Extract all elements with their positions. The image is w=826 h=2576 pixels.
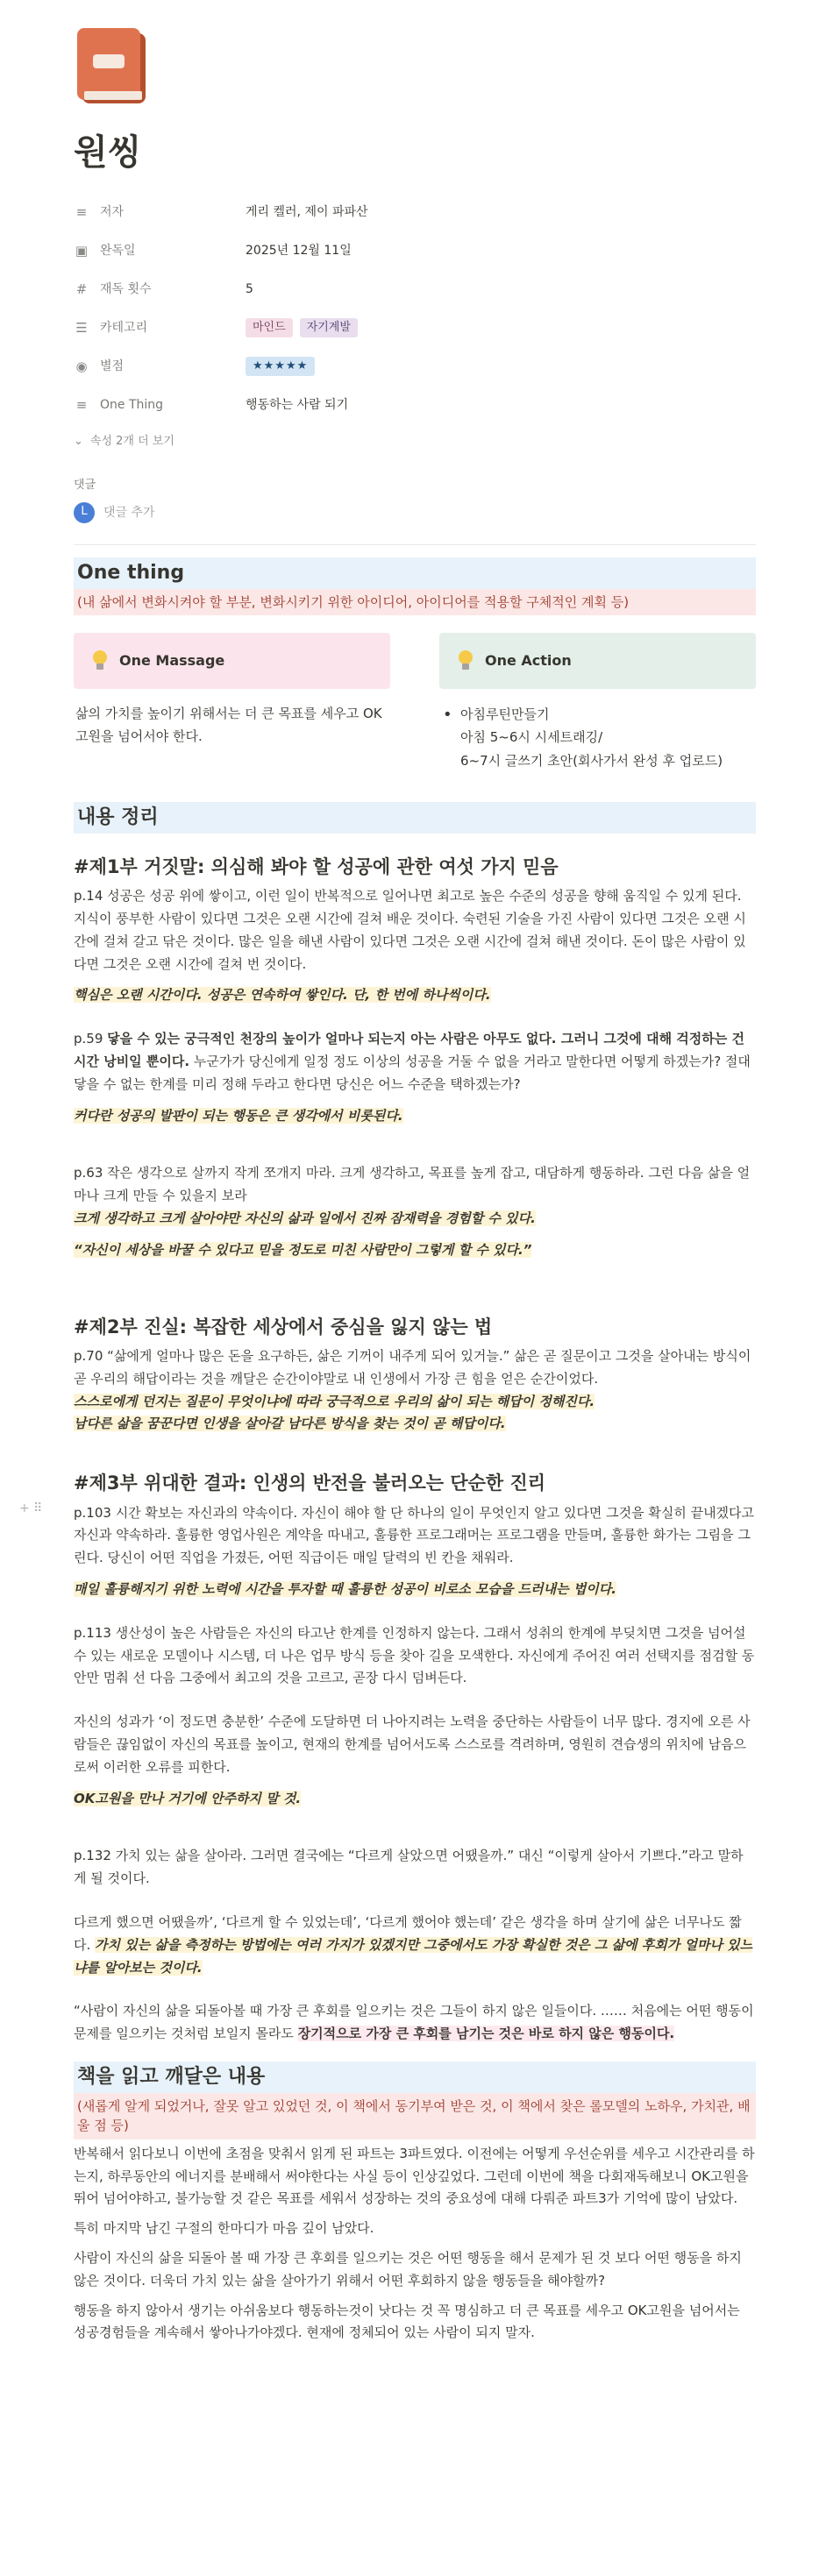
paragraph[interactable] xyxy=(74,1028,756,1096)
highlight-paragraph[interactable] xyxy=(74,1413,756,1436)
show-more-properties[interactable] xyxy=(74,424,756,459)
comments-label: 댓글 xyxy=(74,479,96,492)
prop-count-value[interactable]: 5 xyxy=(246,281,253,296)
paragraph[interactable]: p.113 생산성이 높은 사람들은 자신의 타고난 한계를 인정하지 않는다. 그래서 성취의 한계에 부딪치면 그것을 넘어설 수 있는 새로운 모델이나 시스템, 더 나은 업무 방식 등을 찾아 길을 모색한다. 자신에게 주어진 여러 선택지를 점검할 동안만 멈춰 선 다음 그중에서 최고의 것을 고르고, 곧장 다시 덤벼든다. xyxy=(74,1624,755,1686)
text-lines-icon: ≡ xyxy=(75,397,88,413)
one-thing-heading[interactable]: One thing xyxy=(74,557,756,589)
paragraph-rest: 누군가가 당신에게 일정 정도 이상의 성공을 거둘 수 없을 거라고 말한다면 어떻게 하겠는가? 절대 닿을 수 없는 한계를 미리 정해 두라고 한다면 당신은 어느 수준을 택하겠는가? xyxy=(74,1054,751,1092)
rating-stars[interactable]: ★★★★★ xyxy=(246,357,315,376)
add-comment[interactable] xyxy=(74,502,756,523)
highlight-text: 커다란 성공의 발판이 되는 행동은 큰 생각에서 비롯된다. xyxy=(74,1107,403,1124)
part1-heading[interactable]: #제1부 거짓말: 의심해 봐야 할 성공에 관한 여섯 가지 믿음 xyxy=(74,855,559,877)
paragraph-lead: “사람이 자신의 삶을 되돌아볼 때 가장 큰 후회를 일으키는 것은 그들이 하지 않은 일들이다. …… 처음에는 어떤 행동이 문제를 일으키는 것처럼 보일지 몰라도 xyxy=(74,2003,754,2042)
action-item-text: 아침 5~6시 시세트래깅/ xyxy=(460,729,603,746)
paragraph[interactable]: 반복해서 읽다보니 이번에 초점을 맞춰서 읽게 된 파트는 3파트였다. 이전에는 어떻게 우선순위를 세우고 시간관리를 하는지, 하루동안의 에너지를 분배해서 써야한다는 사실 등이 인상깊었다. 그런데 이번에 책을 다회재독해보니 OK고원을 뛰어 넘어야하고, 불가능할 것 같은 목표를 세워서 성장하는 것의 중요성에 대해 다뤄준 파트3가 기억에 많이 남았다. xyxy=(74,2145,755,2207)
paragraph-lead: 다르게 했으면 어땠을까’, ‘다르게 할 수 있었는데’, ‘다르게 했어야 했는데’ 같은 생각을 하며 살기에 삶은 너무나도 짧다. xyxy=(74,1913,742,1953)
prop-category-value[interactable] xyxy=(246,318,358,337)
list-item[interactable] xyxy=(439,703,756,772)
prop-date-value[interactable]: 2025년 12월 11일 xyxy=(246,243,352,258)
paragraph[interactable]: 행동을 하지 않아서 생기는 아쉬움보다 행동하는것이 낫다는 것 꼭 명심하고 더 큰 목표를 세우고 OK고원을 넘어서는 성공경험들을 계속해서 쌓아나가야겠다. 현재에 정체되어 있는 사람이 되지 말자. xyxy=(74,2302,740,2341)
highlight-paragraph[interactable] xyxy=(74,1239,756,1262)
one-massage-column xyxy=(74,633,390,772)
paragraph[interactable]: p.63 작은 생각으로 살까지 작게 쪼개지 마라. 크게 생각하고, 목표를 높게 잡고, 대담하게 행동하라. 그런 다음 삶을 얼마나 크게 만들 수 있을지 보라 xyxy=(74,1165,751,1204)
prop-reread-count[interactable] xyxy=(74,270,756,309)
paragraph[interactable]: 사람이 자신의 삶을 되돌아 볼 때 가장 큰 후회를 일으키는 것은 어떤 행동을 해서 문제가 된 것 보다 어떤 행동을 하지 않은 것이다. 더욱더 가치 있는 삶을 살아가기 위해서 어떤 후회하지 않을 행동들을 해야할까? xyxy=(74,2249,742,2289)
callout-title: One Massage xyxy=(119,652,225,670)
callout-title: One Action xyxy=(485,652,572,670)
highlight-paragraph[interactable] xyxy=(74,1391,756,1414)
prop-key-label: 별점 xyxy=(100,358,125,373)
highlight-paragraph[interactable] xyxy=(74,1788,756,1811)
chevron-down-icon: ⌄ xyxy=(74,434,83,448)
highlight-text: 가치 있는 삶을 측정하는 방법에는 여러 가지가 있겠지만 그중에서도 가장 확실한 것은 그 삶에 후회가 얼마나 있느냐를 알아보는 것이다. xyxy=(74,1936,753,1976)
one-massage-text[interactable]: 삶의 가치를 높이기 위해서는 더 큰 목표를 세우고 OK고원을 넘어서야 한다. xyxy=(75,706,382,744)
prop-one-thing-value[interactable]: 행동하는 사람 되기 xyxy=(246,397,349,412)
drag-handle-icon[interactable]: + ⠿ xyxy=(19,1501,43,1516)
summary-heading[interactable]: 내용 정리 xyxy=(74,802,756,834)
radio-icon: ◉ xyxy=(75,358,88,374)
properties xyxy=(74,193,756,459)
highlight-paragraph[interactable] xyxy=(74,1105,756,1128)
highlight-text: 스스로에게 던지는 질문이 무엇이냐에 따라 궁극적으로 우리의 삶이 되는 해답이 정해진다. xyxy=(74,1393,595,1409)
prop-key-label: One Thing xyxy=(100,397,164,412)
paragraph[interactable]: p.103 시간 확보는 자신과의 약속이다. 자신이 해야 할 단 하나의 일이 무엇인지 알고 있다면 그것을 확실히 끝내겠다고 자신과 약속하라. 훌륭한 영업사원은 계약을 따내고, 훌륭한 프로그래머는 프로그램을 만들며, 훌륭한 화가는 그림을 그린다. 당신이 어떤 직업을 가졌든, 어떤 직급이든 매일 달력의 빈 칸을 채워라. xyxy=(74,1504,755,1566)
highlight-paragraph[interactable] xyxy=(74,984,756,1007)
one-action-column xyxy=(439,633,756,772)
prop-rating[interactable] xyxy=(74,347,756,386)
realize-section xyxy=(74,2062,756,2345)
highlight-paragraph[interactable] xyxy=(74,1208,756,1231)
one-massage-callout[interactable] xyxy=(74,633,390,689)
callouts-row xyxy=(74,633,756,772)
paragraph[interactable]: p.14 성공은 성공 위에 쌓이고, 이런 일이 반복적으로 일어나면 최고로 높은 수준의 성공을 향해 움직일 수 있게 된다. 지식이 풍부한 사람이 있다면 그것은 오랜 시간에 걸쳐 배운 것이다. 숙련된 기술을 가진 사람이 있다면 그것은 오랜 시간에 걸쳐 갈고 닦은 것이다. 많은 일을 해낸 사람이 있다면 그것은 오랜 시간에 걸쳐 해낸 것이다. 돈이 많은 사람이 있다면 그것은 오랜 시간에 걸쳐 번 것이다. xyxy=(74,888,746,972)
prop-key-label: 저자 xyxy=(100,204,125,219)
paragraph[interactable] xyxy=(74,2000,756,2046)
lightbulb-icon xyxy=(91,650,109,671)
bold-text: 닿을 수 있는 궁극적인 천장의 높이가 얼마나 되는지 아는 사람은 아무도 없다. 그러니 그것에 대해 걱정하는 건 시간 낭비일 뿐이다. xyxy=(74,1031,744,1069)
summary-section xyxy=(74,802,756,834)
add-comment-placeholder[interactable]: 댓글 추가 xyxy=(103,505,155,520)
page-title[interactable]: 원씽 xyxy=(74,132,142,173)
realize-heading[interactable]: 책을 읽고 깨달은 내용 xyxy=(74,2062,756,2093)
bold-highlight-text: 장기적으로 가장 큰 후회를 남기는 것은 바로 하지 않은 행동이다. xyxy=(297,2026,675,2042)
highlight-text: 남다른 삶을 꿈꾼다면 인생을 살아갈 남다른 방식을 찾는 것이 곧 해답이다. xyxy=(74,1416,506,1432)
one-action-callout[interactable] xyxy=(439,633,756,689)
paragraph[interactable]: p.132 가치 있는 삶을 살아라. 그러면 결국에는 “다르게 살았으면 어땠을까.” 대신 “이렇게 살아서 기쁘다.”라고 말하게 될 것이다. xyxy=(74,1848,744,1887)
comments-section xyxy=(74,477,756,523)
book-icon[interactable] xyxy=(74,28,151,105)
action-list xyxy=(439,703,756,772)
list-icon: ☰ xyxy=(75,320,88,336)
avatar: L xyxy=(74,502,95,523)
text-lines-icon: ≡ xyxy=(75,204,88,220)
calendar-icon: ▣ xyxy=(75,243,89,259)
highlight-paragraph[interactable] xyxy=(74,1579,756,1601)
prop-author-value[interactable]: 게리 켈러, 제이 파파산 xyxy=(246,204,368,219)
highlight-text: “자신이 세상을 바꿀 수 있다고 믿을 정도로 미친 사람만이 그렇게 할 수 있다.” xyxy=(74,1241,532,1258)
prop-key-label: 완독일 xyxy=(100,243,136,258)
action-item-text: 6~7시 글쓰기 초안(회사가서 완성 후 업로드) xyxy=(460,752,723,769)
show-more-label: 속성 2개 더 보기 xyxy=(89,434,174,448)
paragraph[interactable] xyxy=(74,1912,756,1979)
one-thing-subtitle[interactable]: (내 삶에서 변화시켜야 할 부분, 변화시키기 위한 아이디어, 아이디어를 적용할 구체적인 계획 등) xyxy=(74,589,756,616)
action-item-text: 아침루틴만들기 xyxy=(460,706,550,723)
prop-one-thing[interactable] xyxy=(74,386,756,424)
highlight-text: 핵심은 오랜 시간이다. 성공은 연속하여 쌓인다. 단, 한 번에 하나씩이다. xyxy=(74,987,491,1004)
lightbulb-icon xyxy=(457,650,474,671)
tag-mind[interactable]: 마인드 xyxy=(246,318,293,337)
paragraph[interactable]: p.70 “삶에게 얼마나 많은 돈을 요구하든, 삶은 기꺼이 내주게 되어 있거늘.” 삶은 곧 질문이고 그것을 살아내는 방식이 곧 우리의 해답이라는 것을 깨달은 순간이야말로 내 인생에서 가장 큰 힘을 얻은 순간이었다. xyxy=(74,1347,751,1387)
tag-self-dev[interactable]: 자기계발 xyxy=(300,318,358,337)
page-ref: p.59 xyxy=(74,1031,108,1047)
prop-key-label: 재독 횟수 xyxy=(100,281,152,296)
prop-author[interactable] xyxy=(74,193,756,231)
part2-heading[interactable]: #제2부 진실: 복잡한 세상에서 중심을 잃지 않는 법 xyxy=(74,1316,493,1338)
prop-finished-date[interactable] xyxy=(74,231,756,270)
highlight-text: 크게 생각하고 크게 살아야만 자신의 삶과 일에서 진짜 잠재력을 경험할 수 있다. xyxy=(74,1210,536,1226)
highlight-text: 매일 훌륭해지기 위한 노력에 시간을 투자할 때 훌륭한 성공이 비로소 모습을 드러내는 법이다. xyxy=(74,1580,616,1597)
hash-icon: # xyxy=(75,281,88,297)
paragraph[interactable]: 자신의 성과가 ‘이 정도면 충분한’ 수준에 도달하면 더 나아지려는 노력을 중단하는 사람들이 너무 많다. 경지에 오른 사람들은 끊임없이 자신의 목표를 높이고, 현재의 한계를 넘어서도록 스스로를 격려하며, 영원히 견습생의 위치에 남음으로써 이러한 오류를 피한다. xyxy=(74,1714,751,1775)
realize-subtitle[interactable]: (새롭게 알게 되었거나, 잘못 알고 있었던 것, 이 책에서 동기부여 받은 것, 이 책에서 찾은 롤모델의 노하우, 가치관, 배울 점 등) xyxy=(74,2093,756,2140)
highlight-text: OK고원을 만나 거기에 안주하지 말 것. xyxy=(74,1790,302,1806)
divider xyxy=(74,544,756,545)
prop-category[interactable] xyxy=(74,309,756,347)
paragraph[interactable]: 특히 마지막 남긴 구절의 한마디가 마음 깊이 남았다. xyxy=(74,2220,374,2237)
part3-heading[interactable]: #제3부 위대한 결과: 인생의 반전을 불러오는 단순한 진리 xyxy=(74,1473,546,1494)
prop-key-label: 카테고리 xyxy=(100,320,148,335)
